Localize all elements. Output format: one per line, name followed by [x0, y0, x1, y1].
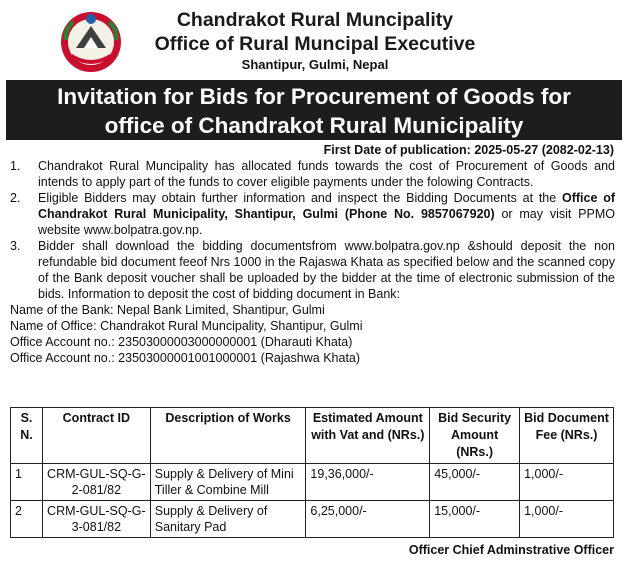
- table-row: [11, 501, 614, 538]
- cell-sn: 1: [11, 464, 43, 501]
- banner-line-1: Invitation for Bids for Procurement of Goods for: [57, 84, 571, 109]
- cell-description: Supply & Delivery of Mini Tiller & Combine Mill: [150, 464, 306, 501]
- bank-name-line: Name of the Bank: Nepal Bank Limited, Shantipur, Gulmi: [10, 303, 325, 317]
- col-bid-document-fee: Bid Document Fee (NRs.): [520, 408, 614, 464]
- col-sn: S. N.: [11, 408, 43, 464]
- org-address: Shantipur, Gulmi, Nepal: [241, 57, 389, 72]
- cell-bid-document-fee: 1,000/-: [520, 464, 614, 501]
- cell-description: Supply & Delivery of Sanitary Pad: [150, 501, 306, 538]
- banner-line-2: office of Chandrakot Rural Municipality: [104, 113, 524, 138]
- notice-body: [10, 158, 615, 366]
- office-name: Office of Rural Muncipal Executive: [154, 33, 476, 55]
- notice-header: [0, 0, 628, 78]
- clause-number: 3.: [10, 239, 21, 253]
- cell-bid-security: 45,000/-: [430, 464, 520, 501]
- col-bid-security: Bid Security Amount (NRs.): [430, 408, 520, 464]
- header-text-block: [130, 8, 500, 73]
- col-description: Description of Works: [150, 408, 306, 464]
- col-contract-id: Contract ID: [42, 408, 150, 464]
- publication-date: First Date of publication: 2025-05-27 (2082-02-13): [323, 143, 614, 157]
- clause-number: 2.: [10, 191, 21, 205]
- cell-sn: 2: [11, 501, 43, 538]
- org-name: Chandrakot Rural Muncipality: [176, 9, 454, 31]
- table-header-row: [11, 408, 614, 464]
- col-estimated-amount: Estimated Amount with Vat and (NRs.): [306, 408, 430, 464]
- nepal-government-emblem-icon: [58, 10, 124, 74]
- clause-text: Bidder shall download the bidding documentsfrom www.bolpatra.gov.np &should deposit the non refundable bid document feeof Nrs 1000 in the Rajaswa Khata as specified below and the scanned copy of the Bank deposit voucher shall be uploaded by the bidder at the time of electronic submission of the bids. Information to deposit the cost of bidding document in Bank:: [38, 239, 615, 301]
- office-name-line: Name of Office: Chandrakot Rural Muncipality, Shantipur, Gulmi: [10, 319, 363, 333]
- clause-number: 1.: [10, 159, 21, 173]
- dharauti-account-line: Office Account no.: 23503000003000000001 (Dharauti Khata): [10, 335, 353, 349]
- clause-text-start: Eligible Bidders may obtain further information and inspect the Bidding Documents at the: [38, 191, 562, 205]
- clause-3: [10, 238, 615, 302]
- signoff: Officer Chief Adminstrative Officer: [408, 543, 614, 557]
- clause-2: [10, 190, 615, 238]
- notice-title-banner: [6, 80, 622, 140]
- clause-1: [10, 158, 615, 190]
- clause-text: Chandrakot Rural Muncipality has allocated funds towards the cost of Procurement of Goods and intends to apply part of the funds to cover eligible payments under the folowing Contracts.: [38, 159, 615, 189]
- cell-bid-security: 15,000/-: [430, 501, 520, 538]
- clause-text-end: or may visit PPMO website www.bolpatra.gov.np.: [38, 207, 615, 237]
- cell-estimated-amount: 6,25,000/-: [306, 501, 430, 538]
- cell-contract-id: CRM-GUL-SQ-G-3-081/82: [42, 501, 150, 538]
- rajashwa-account-line: Office Account no.: 23503000001001000001 (Rajashwa Khata): [10, 351, 361, 365]
- cell-contract-id: CRM-GUL-SQ-G-2-081/82: [42, 464, 150, 501]
- cell-estimated-amount: 19,36,000/-: [306, 464, 430, 501]
- cell-bid-document-fee: 1,000/-: [520, 501, 614, 538]
- table-row: [11, 464, 614, 501]
- clause-office-contact: Office of Chandrakot Rural Municipality, Shantipur, Gulmi (Phone No. 9857067920): [38, 191, 616, 221]
- contracts-table: [10, 407, 614, 538]
